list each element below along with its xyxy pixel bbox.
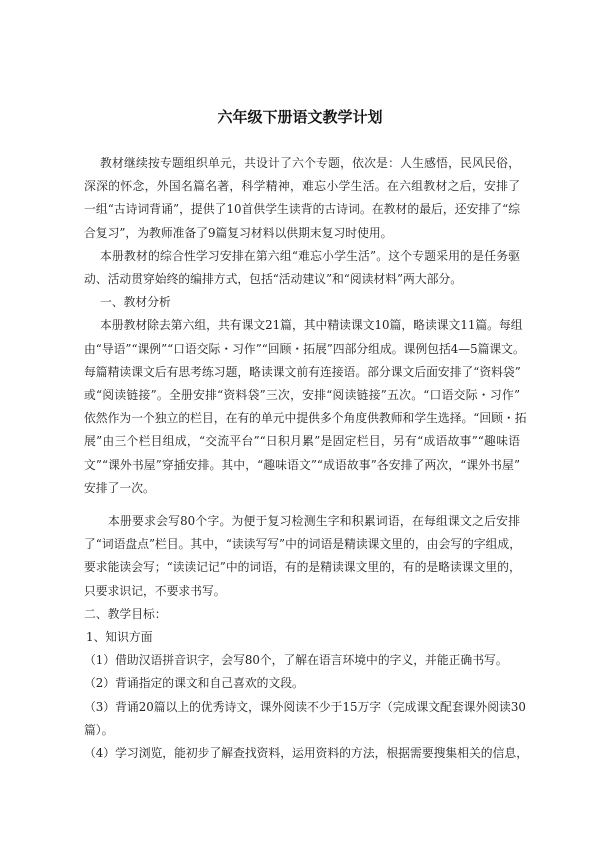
text-line: 了“词语盘点”栏目。其中，“读读写写”中的词语是精读课文里的，由会写的字组成， bbox=[84, 537, 522, 552]
document-body bbox=[84, 152, 528, 765]
text-line: 安排了一次。 bbox=[84, 480, 155, 495]
text-line: 一组“古诗词背诵”，提供了10首供学生读背的古诗词。在教材的最后，还安排了“综 bbox=[84, 202, 520, 217]
text-line: 每篇精读课文后有思考练习题，略读课文前有连接语。部分课文后面安排了“资料袋” bbox=[84, 364, 521, 379]
text-line: 合复习”，为教师准备了9篇复习材料以供期末复习时使用。 bbox=[84, 225, 393, 240]
text-line: 本册教材除去第六组，共有课文21篇，其中精读课文10篇，略读课文11篇。每组 bbox=[100, 318, 523, 333]
text-line: 依然作为一个独立的栏目，在有的单元中提供多个角度供教师和学生选择。“回顾・拓 bbox=[84, 411, 527, 426]
section-heading: 二、教学目标： bbox=[84, 606, 167, 621]
list-item: （1）借助汉语拼音识字，会写80个，了解在语言环境中的字义，并能正确书写。 bbox=[84, 653, 508, 668]
text-line: 要求能读会写；“读读记记”中的词语，有的是精读课文里的，有的是略读课文里的， bbox=[84, 560, 521, 575]
text-line: 由“导语”“课例”“口语交际・习作”“回顾・拓展”四部分组成。课例包括4—5篇课文。 bbox=[84, 341, 525, 356]
document-title: 六年级下册语文教学计划 bbox=[217, 108, 383, 126]
list-item: （3）背诵20篇以上的优秀诗文，课外阅读不少于15万字（完成课文配套课外阅读30 bbox=[84, 699, 526, 714]
text-line: 或“阅读链接”。全册安排“资料袋”三次，安排“阅读链接”五次。“口语交际・习作” bbox=[84, 388, 520, 403]
text-line: 只要求识记，不要求书写。 bbox=[84, 583, 226, 598]
section-heading: 一、教材分析 bbox=[100, 295, 171, 310]
text-line: 动、活动贯穿始终的编排方式，包括“活动建议”和“阅读材料”两大部分。 bbox=[84, 272, 463, 287]
text-line: 本册教材的综合性学习安排在第六组“难忘小学生活”。这个专题采用的是任务驱 bbox=[100, 248, 520, 263]
text-line: 教材继续按专题组织单元，共设计了六个专题，依次是：人生感悟，民风民俗， bbox=[100, 156, 520, 170]
text-line: 篇）。 bbox=[84, 722, 114, 737]
text-line: 深深的怀念，外国名篇名著，科学精神，难忘小学生活。在六组教材之后，安排了 bbox=[84, 179, 520, 194]
list-item: （4）学习浏览，能初步了解查找资料，运用资料的方法，根据需要搜集相关的信息， bbox=[84, 746, 528, 761]
text-line: 本册要求会写80个字。为便于复习检测生字和积累词语，在每组课文之后安排 bbox=[108, 514, 520, 529]
text-line: 展”由三个栏目组成，“交流平台”“日积月累”是固定栏目，另有“成语故事”“趣味语 bbox=[84, 434, 520, 449]
subsection-heading: 1、知识方面 bbox=[86, 630, 153, 645]
list-item: （2）背诵指定的课文和自己喜欢的文段。 bbox=[84, 676, 304, 691]
text-line: 文”“课外书屋”穿插安排。其中，“趣味语文”“成语故事”各安排了两次，“课外书屋” bbox=[84, 457, 520, 472]
